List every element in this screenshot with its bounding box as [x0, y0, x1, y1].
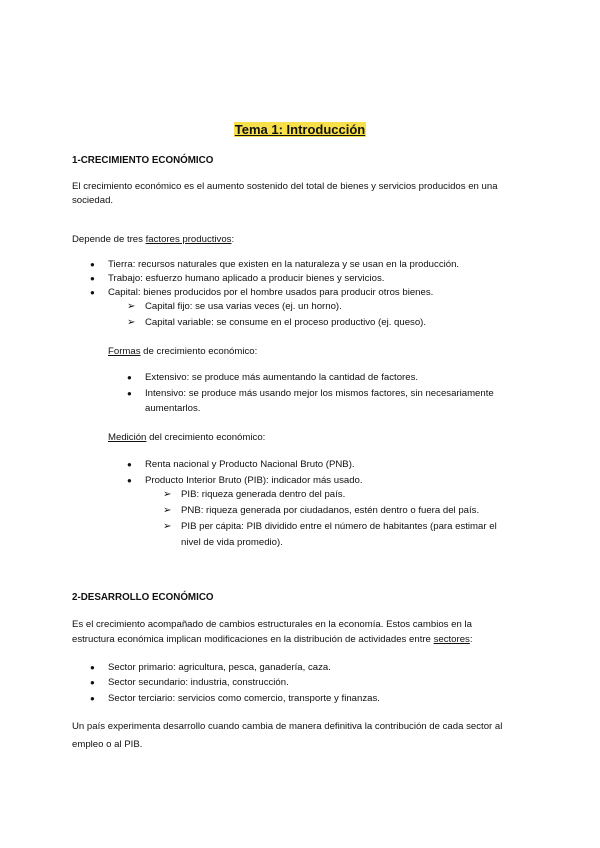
bullet-icon: ● — [127, 460, 132, 469]
sectores-link: sectores — [433, 634, 470, 645]
list-item: PNB: riqueza generada por ciudadanos, estén dentro o fuera del país. — [181, 505, 480, 516]
medicion-heading: Medición del crecimiento económico: — [108, 432, 266, 443]
list-item: PIB: riqueza generada dentro del país. — [181, 489, 346, 500]
paragraph-line: Es el crecimiento acompañado de cambios estructurales en la economía. Estos cambios en la — [72, 619, 472, 630]
arrow-bullet-icon: ➢ — [163, 505, 172, 516]
bullet-icon: ● — [90, 260, 95, 269]
list-item-continuation: nivel de vida promedio). — [181, 537, 283, 548]
paragraph-line: estructura económica implican modificaciones en la distribución de actividades entre sectores: — [72, 634, 473, 645]
section-heading-desarrollo: 2-DESARROLLO ECONÓMICO — [72, 592, 214, 603]
paragraph-line: sociedad. — [72, 195, 114, 206]
bullet-icon: ● — [127, 373, 132, 382]
arrow-bullet-icon: ➢ — [127, 317, 136, 328]
arrow-bullet-icon: ➢ — [127, 301, 136, 312]
factors-intro: Depende de tres factores productivos: — [72, 234, 235, 245]
list-item: Intensivo: se produce más usando mejor los mismos factores, sin necesariamente — [145, 388, 494, 399]
formas-heading: Formas de crecimiento económico: — [108, 346, 258, 357]
bullet-icon: ● — [90, 274, 95, 283]
arrow-bullet-icon: ➢ — [163, 521, 172, 532]
bullet-icon: ● — [90, 288, 95, 297]
bullet-icon: ● — [90, 694, 95, 703]
arrow-bullet-icon: ➢ — [163, 489, 172, 500]
factors-link: factores productivos — [145, 234, 232, 245]
list-item: Capital fijo: se usa varias veces (ej. un horno). — [145, 301, 342, 312]
section-heading-crecimiento: 1-CRECIMIENTO ECONÓMICO — [72, 155, 214, 166]
list-item: PIB per cápita: PIB dividido entre el número de habitantes (para estimar el — [181, 521, 497, 532]
bullet-icon: ● — [127, 476, 132, 485]
list-item: Tierra: recursos naturales que existen en la naturaleza y se usan en la producción. — [108, 259, 460, 270]
list-item: Trabajo: esfuerzo humano aplicado a producir bienes y servicios. — [108, 273, 385, 284]
list-item: Capital: bienes producidos por el hombre usados para producir otros bienes. — [108, 287, 434, 298]
bullet-icon: ● — [90, 663, 95, 672]
page-title — [0, 122, 600, 137]
list-item: Producto Interior Bruto (PIB): indicador más usado. — [145, 475, 363, 486]
list-item: Sector secundario: industria, construcción. — [108, 677, 289, 688]
bullet-icon: ● — [90, 678, 95, 687]
paragraph-line: empleo o al PIB. — [72, 739, 143, 750]
list-item: Sector primario: agricultura, pesca, ganadería, caza. — [108, 662, 331, 673]
list-item: Sector terciario: servicios como comercio, transporte y finanzas. — [108, 693, 380, 704]
paragraph-line: Un país experimenta desarrollo cuando cambia de manera definitiva la contribución de cada sector al — [72, 721, 503, 732]
paragraph-line: El crecimiento económico es el aumento sostenido del total de bienes y servicios producidos en una — [72, 181, 498, 192]
list-item: Renta nacional y Producto Nacional Bruto (PNB). — [145, 459, 355, 470]
list-item: Capital variable: se consume en el proceso productivo (ej. queso). — [145, 317, 427, 328]
bullet-icon: ● — [127, 389, 132, 398]
list-item: Extensivo: se produce más aumentando la cantidad de factores. — [145, 372, 419, 383]
title-highlight: Tema 1: Introducción — [234, 122, 366, 137]
list-item-continuation: aumentarlos. — [145, 403, 201, 414]
